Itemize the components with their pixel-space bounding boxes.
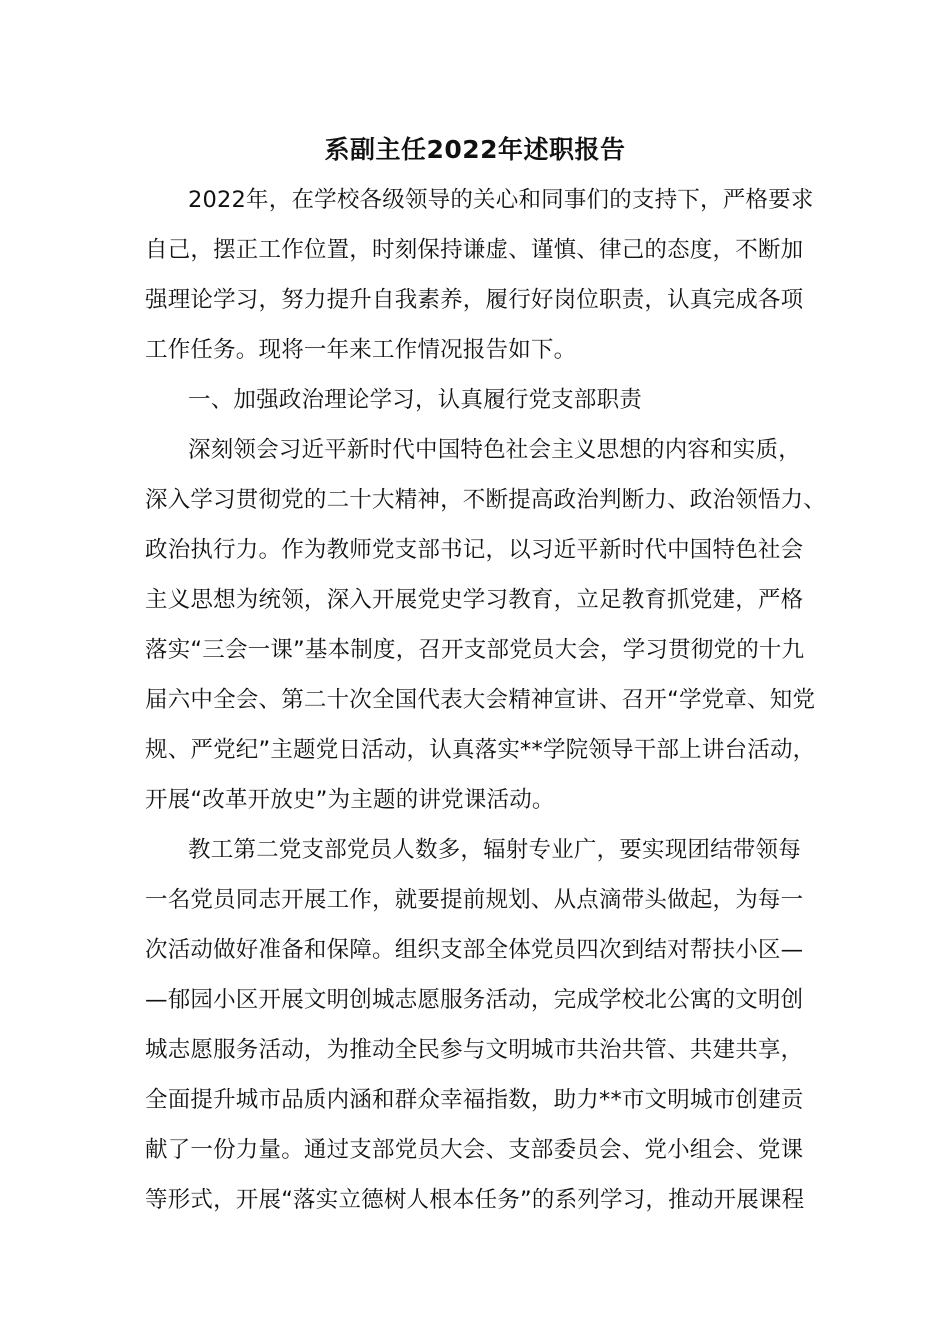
paragraph-2-line-5: 落实“三会一课”基本制度，召开支部党员大会，学习贯彻党的十九 bbox=[145, 637, 805, 663]
paragraph-3-line-4: —郁园小区开展文明创城志愿服务活动，完成学校北公寓的文明创 bbox=[145, 987, 804, 1013]
paragraph-3-line-3: 次活动做好准备和保障。组织支部全体党员四次到结对帮扶小区— bbox=[145, 937, 804, 963]
paragraph-3-line-5: 城志愿服务活动，为推动全民参与文明城市共治共管、共建共享， bbox=[145, 1037, 804, 1063]
paragraph-1-line-4: 工作任务。现将一年来工作情况报告如下。 bbox=[145, 337, 577, 363]
paragraph-2-line-8: 开展“改革开放史”为主题的讲党课活动。 bbox=[145, 787, 555, 813]
paragraph-2-line-3: 政治执行力。作为教师党支部书记，以习近平新时代中国特色社会 bbox=[145, 537, 804, 563]
paragraph-3-line-2: 一名党员同志开展工作，就要提前规划、从点滴带头做起，为每一 bbox=[145, 887, 804, 913]
paragraph-2-line-6: 届六中全会、第二十次全国代表大会精神宣讲、召开“学党章、知党 bbox=[145, 687, 816, 713]
paragraph-1-line-2: 自己，摆正工作位置，时刻保持谦虚、谨慎、律己的态度，不断加 bbox=[145, 237, 804, 263]
paragraph-2-line-2: 深入学习贯彻党的二十大精神，不断提高政治判断力、政治领悟力、 bbox=[145, 487, 827, 513]
paragraph-2-line-7: 规、严党纪”主题党日活动，认真落实**学院领导干部上讲台活动， bbox=[145, 737, 816, 763]
paragraph-3-line-8: 等形式，开展“落实立德树人根本任务”的系列学习，推动开展课程 bbox=[145, 1187, 805, 1213]
section-heading-1: 一、加强政治理论学习，认真履行党支部职责 bbox=[188, 387, 643, 413]
paragraph-2-line-1: 深刻领会习近平新时代中国特色社会主义思想的内容和实质， bbox=[188, 437, 801, 463]
paragraph-3-line-7: 献了一份力量。通过支部党员大会、支部委员会、党小组会、党课 bbox=[145, 1137, 804, 1163]
paragraph-1-line-3: 强理论学习，努力提升自我素养，履行好岗位职责，认真完成各项 bbox=[145, 287, 804, 313]
paragraph-1-line-1: 2022年，在学校各级领导的关心和同事们的支持下，严格要求 bbox=[188, 187, 814, 213]
paragraph-3-line-1: 教工第二党支部党员人数多，辐射专业广，要实现团结带领每 bbox=[188, 837, 801, 863]
paragraph-2-line-4: 主义思想为统领，深入开展党史学习教育，立足教育抓党建，严格 bbox=[145, 587, 804, 613]
paragraph-3-line-6: 全面提升城市品质内涵和群众幸福指数，助力**市文明城市创建贡 bbox=[145, 1087, 804, 1113]
document-title: 系副主任2022年述职报告 bbox=[324, 135, 626, 164]
